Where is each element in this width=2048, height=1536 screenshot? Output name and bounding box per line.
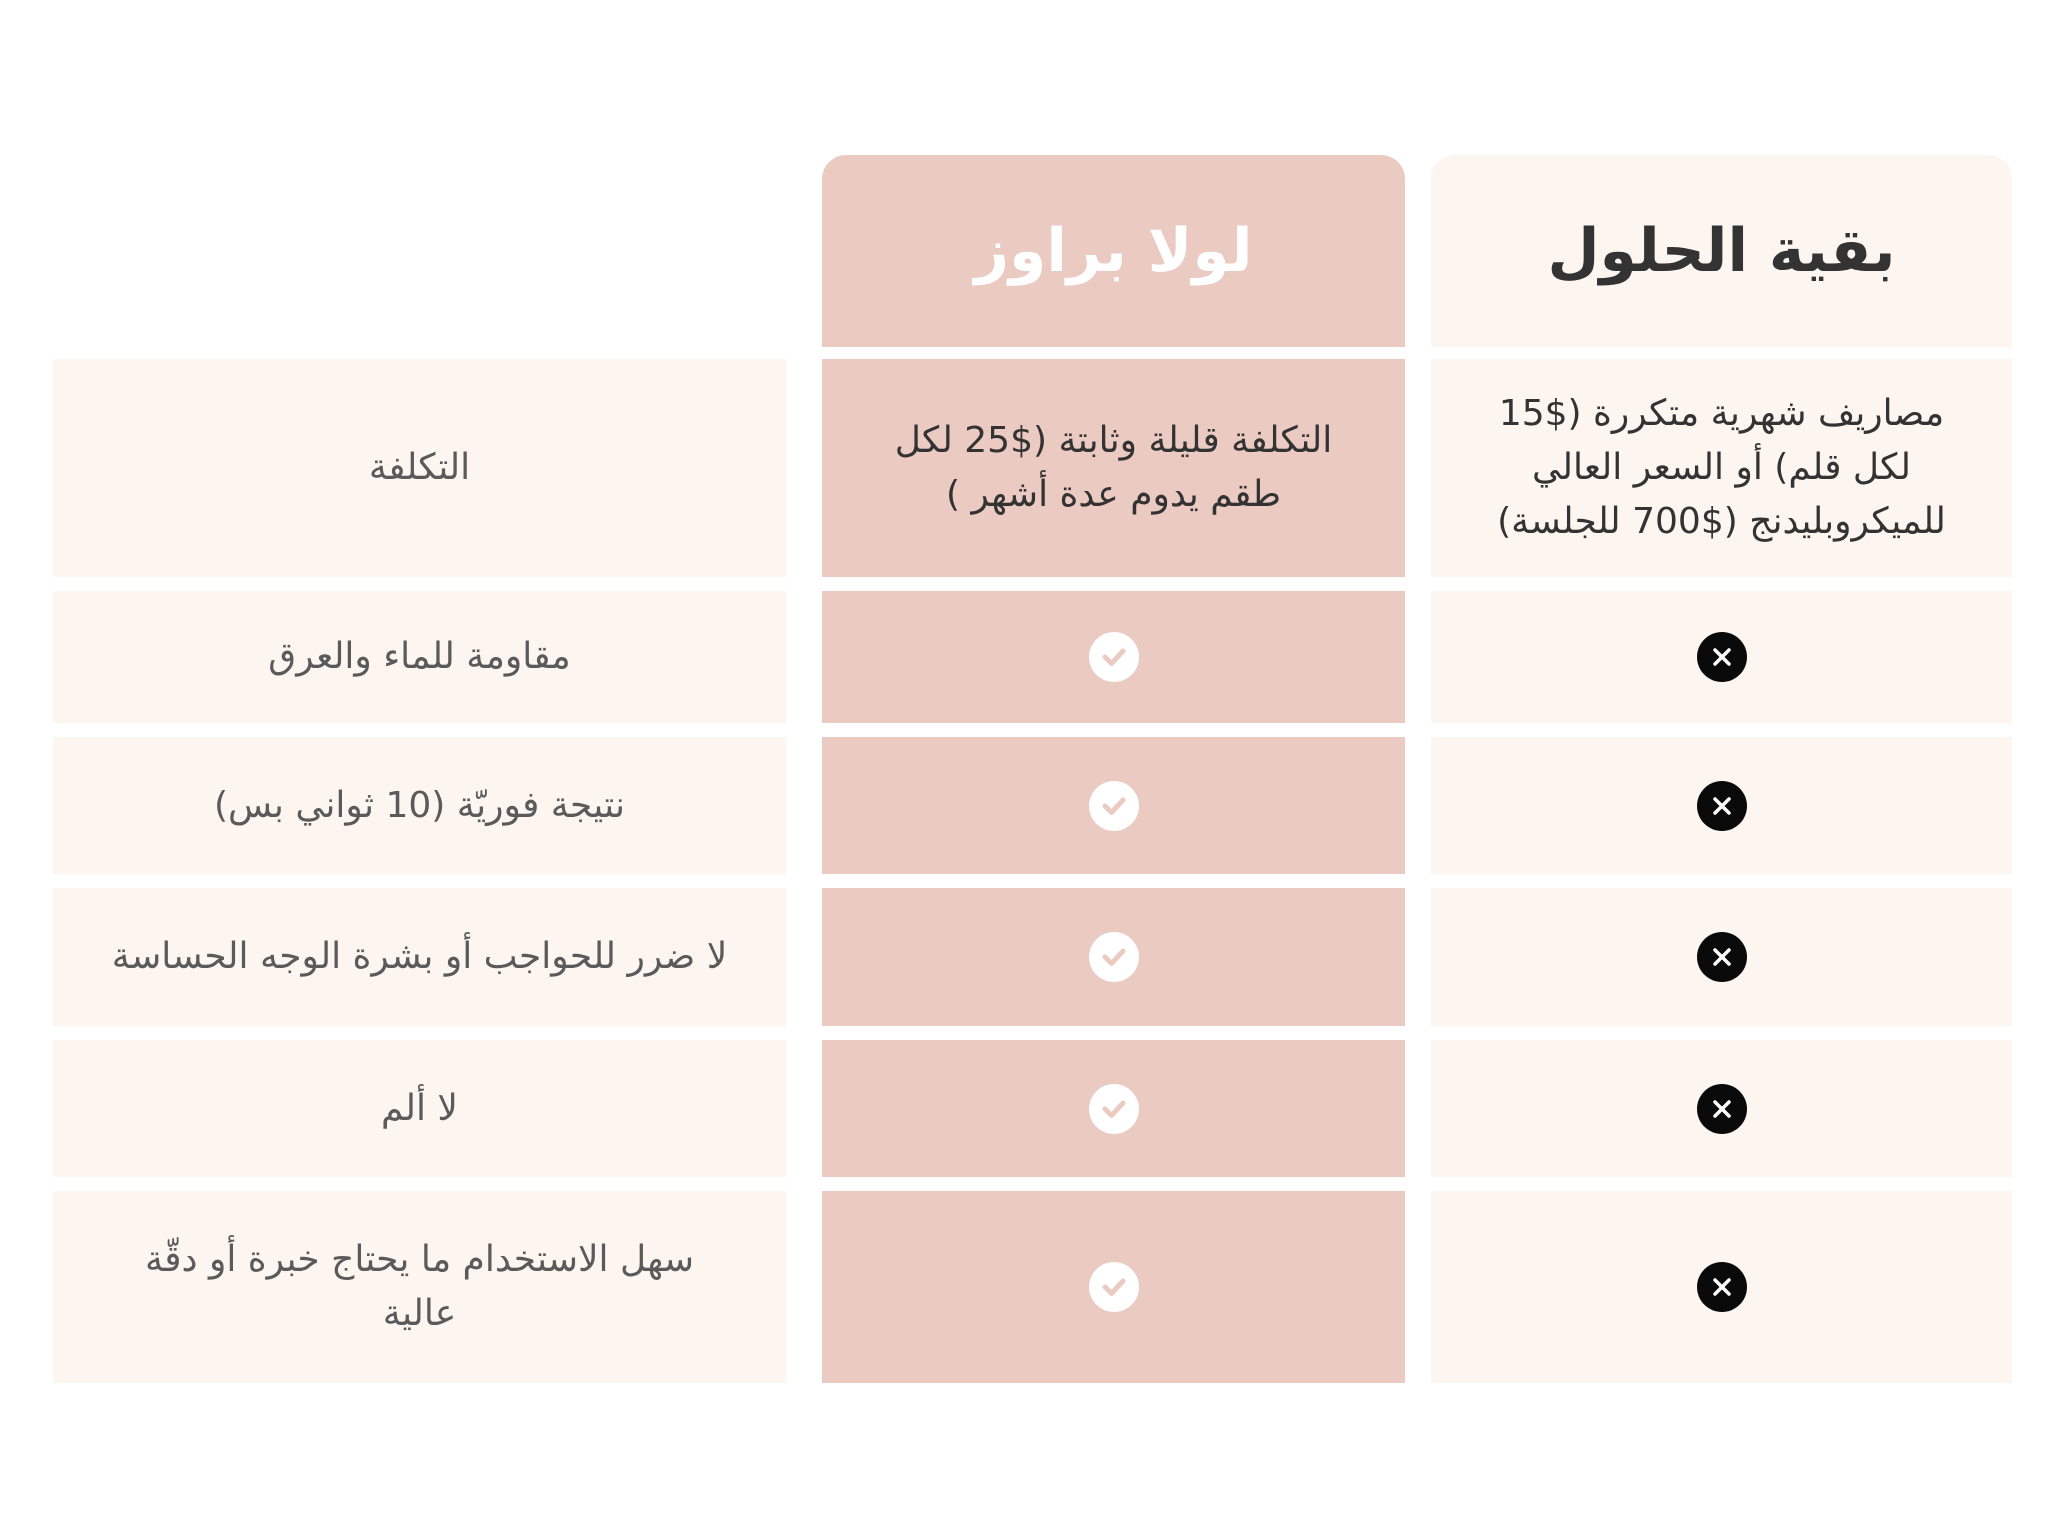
header-others [1431,155,2012,347]
row-label: سهل الاستخدام ما يحتاج خبرة أو دقّة عالية [144,1239,695,1334]
cost-lola-text: التكلفة قليلة وثابتة ($25 لكل طقم يدوم عدة أشهر ) [894,420,1333,515]
row-3-others [1431,737,2012,874]
x-icon [1697,781,1747,831]
row-label: التكلفة [368,447,471,488]
x-icon [1697,1262,1747,1312]
row-2-label [53,591,786,723]
row-cost-label [53,359,786,577]
row-label: لا ضرر للحواجب أو بشرة الوجه الحساسة [111,936,728,977]
row-5-others [1431,1040,2012,1177]
check-icon [1089,781,1139,831]
row-5-lola [822,1040,1405,1177]
row-6-label [53,1191,786,1383]
row-4-label [53,888,786,1026]
check-icon [1089,932,1139,982]
row-2-lola [822,591,1405,723]
row-label: لا ألم [381,1087,458,1129]
x-icon [1697,632,1747,682]
row-label: مقاومة للماء والعرق [268,636,571,677]
row-4-lola [822,888,1405,1026]
header-others-label: بقية الحلول [1547,216,1896,286]
check-icon [1089,1262,1139,1312]
row-cost-others [1431,359,2012,577]
x-icon [1697,932,1747,982]
row-3-label [53,737,786,874]
row-2-others [1431,591,2012,723]
row-6-others [1431,1191,2012,1383]
header-lola [822,155,1405,347]
row-4-others [1431,888,2012,1026]
row-6-lola [822,1191,1405,1383]
row-cost-lola [822,359,1405,577]
check-icon [1089,632,1139,682]
row-5-label [53,1040,786,1177]
check-icon [1089,1084,1139,1134]
cost-others-text: مصاريف شهرية متكررة ($15 لكل قلم) أو السعر العالي للميكروبليدنج ($700 للجلسة) [1497,393,1946,542]
x-icon [1697,1084,1747,1134]
row-label: نتيجة فوريّة (10 ثواني بس) [213,784,626,826]
header-lola-label: لولا براوز [974,216,1253,286]
row-3-lola [822,737,1405,874]
